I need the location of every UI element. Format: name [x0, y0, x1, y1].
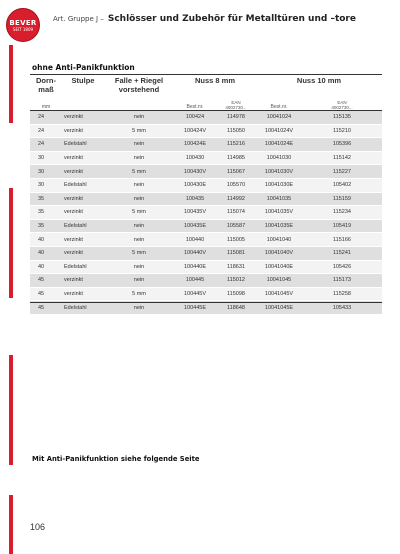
- best-nr-10-cell: 10041024E: [256, 138, 302, 152]
- best-nr-8-cell: 100430V: [174, 165, 216, 179]
- dornmass-cell: 40: [30, 233, 62, 247]
- col-nuss-8: Nuss 8 mm: [194, 76, 236, 85]
- dornmass-cell: 30: [30, 165, 62, 179]
- falle-cell: 5 mm: [104, 165, 174, 179]
- red-margin-bar-lower: [9, 355, 13, 465]
- ean-10-cell: 115173: [302, 274, 382, 288]
- table-row: [30, 165, 382, 179]
- ean-8-cell: 115098: [216, 287, 256, 301]
- best-nr-10-cell: 10041045E: [256, 301, 302, 315]
- falle-cell: nein: [104, 260, 174, 274]
- best-nr-8-cell: 100435: [174, 192, 216, 206]
- col-ean-10: [302, 96, 382, 111]
- dornmass-cell: 45: [30, 301, 62, 315]
- stulpe-cell: verzinkt: [62, 246, 104, 260]
- table-row: [30, 274, 382, 288]
- table-row: [30, 287, 382, 301]
- ean-8-cell: 114992: [216, 192, 256, 206]
- logo-subtext: SEIT 1809: [12, 26, 34, 32]
- stulpe-cell: Edelstahl: [62, 219, 104, 233]
- best-nr-8-cell: 100424V: [174, 124, 216, 138]
- col-best-nr-8: Best.nr.: [174, 96, 216, 111]
- section-rule: [30, 74, 382, 75]
- ean-8-cell: 115012: [216, 274, 256, 288]
- col-stulpe: Stulpe: [71, 76, 95, 85]
- table-row: [30, 178, 382, 192]
- section-title: ohne Anti-Panikfunktion: [32, 63, 135, 72]
- best-nr-8-cell: 100445V: [174, 287, 216, 301]
- falle-cell: nein: [104, 178, 174, 192]
- falle-cell: 5 mm: [104, 246, 174, 260]
- falle-cell: nein: [104, 219, 174, 233]
- col-falle-riegel: [104, 76, 174, 96]
- ean-10-cell: 115210: [302, 124, 382, 138]
- col-nuss-10: Nuss 10 mm: [296, 76, 342, 85]
- best-nr-8-cell: 100445E: [174, 301, 216, 315]
- falle-cell: nein: [104, 151, 174, 165]
- ean-8-cell: 105570: [216, 178, 256, 192]
- best-nr-10-cell: 10041045: [256, 274, 302, 288]
- ean-8-cell: 105587: [216, 219, 256, 233]
- ean-10-cell: 105426: [302, 260, 382, 274]
- col-dornmass-label: Dorn- maß: [36, 76, 56, 94]
- best-nr-8-cell: 100430: [174, 151, 216, 165]
- best-nr-8-cell: 100440V: [174, 246, 216, 260]
- stulpe-cell: Edelstahl: [62, 260, 104, 274]
- ean-10-cell: 115241: [302, 246, 382, 260]
- dornmass-cell: 30: [30, 151, 62, 165]
- stulpe-cell: verzinkt: [62, 206, 104, 220]
- falle-cell: nein: [104, 192, 174, 206]
- dornmass-cell: 24: [30, 138, 62, 152]
- col-dornmass: [30, 76, 62, 96]
- best-nr-10-cell: 10041045V: [256, 287, 302, 301]
- table-row: [30, 206, 382, 220]
- product-table: [30, 76, 382, 315]
- table-row: [30, 111, 382, 125]
- table-header-row: [30, 76, 382, 96]
- logo-text: BEVER: [9, 18, 37, 27]
- ean-8-cell: 115005: [216, 233, 256, 247]
- red-margin-bar-top: [9, 45, 13, 123]
- bever-logo: [6, 8, 40, 42]
- table-bottom-rule: [30, 302, 382, 303]
- col-falle-label: Falle + Riegel vorstehend: [114, 76, 164, 94]
- best-nr-8-cell: 100424: [174, 111, 216, 125]
- table-row: [30, 260, 382, 274]
- art-label: Art. Gruppe: [53, 15, 94, 23]
- best-nr-8-cell: 100435V: [174, 206, 216, 220]
- falle-cell: nein: [104, 111, 174, 125]
- ean-8-cell: 115074: [216, 206, 256, 220]
- group-title: Schlösser und Zubehör für Metalltüren und –tore: [107, 14, 356, 24]
- red-margin-bar-bottom: [9, 495, 13, 554]
- falle-cell: nein: [104, 233, 174, 247]
- best-nr-10-cell: 10041035V: [256, 206, 302, 220]
- page-header: [53, 14, 393, 28]
- col-unit-mm: mm: [30, 96, 62, 111]
- dornmass-cell: 40: [30, 260, 62, 274]
- ean-8-cell: 115067: [216, 165, 256, 179]
- stulpe-cell: Edelstahl: [62, 138, 104, 152]
- ean-8-cell: 114978: [216, 111, 256, 125]
- best-nr-10-cell: 10041030V: [256, 165, 302, 179]
- page-number: 106: [30, 522, 46, 532]
- best-nr-10-cell: 10041040V: [256, 246, 302, 260]
- best-nr-10-cell: 10041030: [256, 151, 302, 165]
- col-ean-8: [216, 96, 256, 111]
- falle-cell: nein: [104, 138, 174, 152]
- best-nr-10-cell: 10041040E: [256, 260, 302, 274]
- stulpe-cell: verzinkt: [62, 165, 104, 179]
- stulpe-cell: verzinkt: [62, 111, 104, 125]
- best-nr-8-cell: 100440E: [174, 260, 216, 274]
- ean-10-cell: 105419: [302, 219, 382, 233]
- ean-10-cell: 115135: [302, 111, 382, 125]
- best-nr-8-cell: 100424E: [174, 138, 216, 152]
- stulpe-cell: Edelstahl: [62, 178, 104, 192]
- col-ean-8-label: EAN 4002730...: [225, 100, 247, 110]
- table-row: [30, 219, 382, 233]
- best-nr-10-cell: 10041035E: [256, 219, 302, 233]
- falle-cell: nein: [104, 274, 174, 288]
- dornmass-cell: 40: [30, 246, 62, 260]
- ean-8-cell: 118648: [216, 301, 256, 315]
- ean-10-cell: 105433: [302, 301, 382, 315]
- dornmass-cell: 35: [30, 192, 62, 206]
- best-nr-10-cell: 10041040: [256, 233, 302, 247]
- ean-8-cell: 114985: [216, 151, 256, 165]
- col-empty-stulpe: [62, 96, 104, 111]
- ean-8-cell: 115216: [216, 138, 256, 152]
- stulpe-cell: verzinkt: [62, 151, 104, 165]
- col-empty-falle: [104, 96, 174, 111]
- best-nr-8-cell: 100440: [174, 233, 216, 247]
- col-best-nr-10: Best.nr.: [256, 96, 302, 111]
- dornmass-cell: 35: [30, 219, 62, 233]
- red-margin-bar-middle: [9, 188, 13, 298]
- ean-8-cell: 115050: [216, 124, 256, 138]
- separator: –: [100, 15, 104, 23]
- stulpe-cell: Edelstahl: [62, 301, 104, 315]
- ean-10-cell: 105402: [302, 178, 382, 192]
- table-row: [30, 138, 382, 152]
- stulpe-cell: verzinkt: [62, 233, 104, 247]
- ean-8-cell: 115081: [216, 246, 256, 260]
- col-ean-10-label: EAN 4002730...: [331, 100, 353, 110]
- best-nr-10-cell: 10041035: [256, 192, 302, 206]
- ean-10-cell: 115159: [302, 192, 382, 206]
- table-row: [30, 192, 382, 206]
- ean-10-cell: 115234: [302, 206, 382, 220]
- stulpe-cell: verzinkt: [62, 274, 104, 288]
- dornmass-cell: 24: [30, 111, 62, 125]
- ean-10-cell: 115227: [302, 165, 382, 179]
- ean-10-cell: 105396: [302, 138, 382, 152]
- dornmass-cell: 35: [30, 206, 62, 220]
- best-nr-10-cell: 10041024: [256, 111, 302, 125]
- anti-panic-note: Mit Anti-Panikfunktion siehe folgende Seite: [32, 455, 200, 463]
- stulpe-cell: verzinkt: [62, 287, 104, 301]
- article-group-label: [53, 15, 104, 23]
- dornmass-cell: 45: [30, 287, 62, 301]
- table-subheader-row: [30, 96, 382, 111]
- ean-10-cell: 115166: [302, 233, 382, 247]
- table-row: [30, 246, 382, 260]
- table-row: [30, 151, 382, 165]
- falle-cell: nein: [104, 301, 174, 315]
- stulpe-cell: verzinkt: [62, 124, 104, 138]
- table-row: [30, 124, 382, 138]
- dornmass-cell: 24: [30, 124, 62, 138]
- table-row: [30, 301, 382, 315]
- best-nr-8-cell: 100435E: [174, 219, 216, 233]
- best-nr-10-cell: 10041030E: [256, 178, 302, 192]
- best-nr-10-cell: 10041024V: [256, 124, 302, 138]
- ean-8-cell: 118631: [216, 260, 256, 274]
- falle-cell: 5 mm: [104, 206, 174, 220]
- ean-10-cell: 115258: [302, 287, 382, 301]
- falle-cell: 5 mm: [104, 287, 174, 301]
- table-row: [30, 233, 382, 247]
- best-nr-8-cell: 100430E: [174, 178, 216, 192]
- best-nr-8-cell: 100445: [174, 274, 216, 288]
- dornmass-cell: 45: [30, 274, 62, 288]
- ean-10-cell: 115142: [302, 151, 382, 165]
- dornmass-cell: 30: [30, 178, 62, 192]
- group-number: J: [96, 15, 99, 23]
- falle-cell: 5 mm: [104, 124, 174, 138]
- stulpe-cell: verzinkt: [62, 192, 104, 206]
